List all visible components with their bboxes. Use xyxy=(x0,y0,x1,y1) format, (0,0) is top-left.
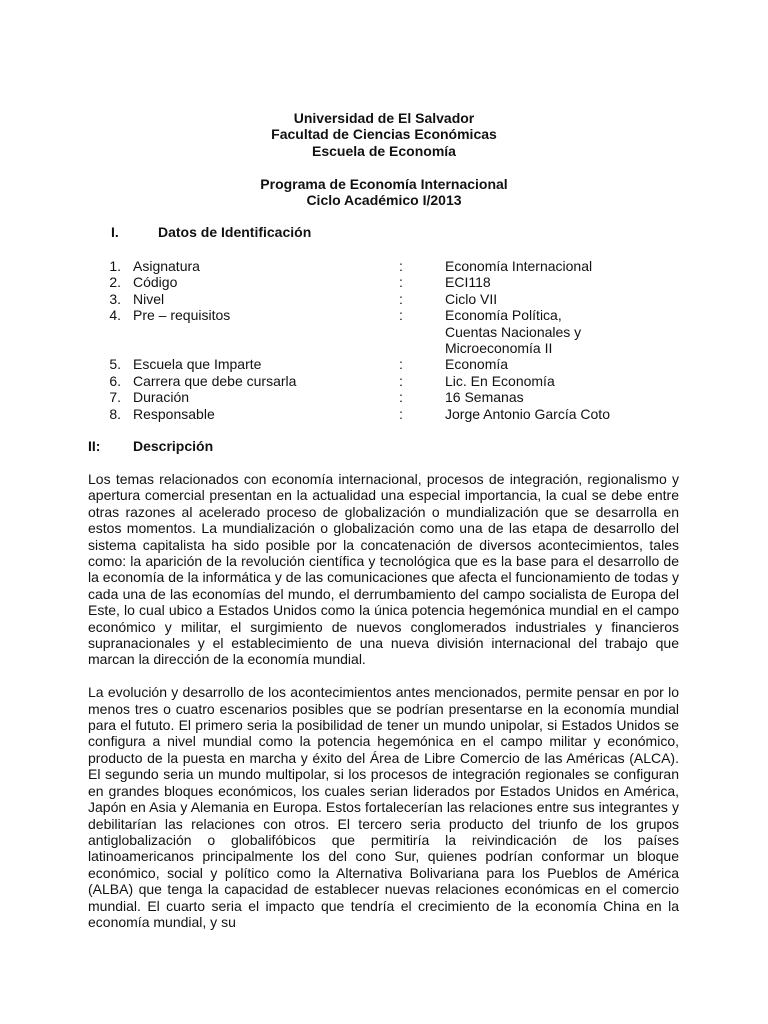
list-item: 5. Escuela que Imparte : Economía xyxy=(109,356,509,373)
section-title: Descripción xyxy=(133,438,214,454)
section-number: II: xyxy=(88,438,101,454)
description-body xyxy=(88,471,679,947)
list-item-continuation: Cuentas Nacionales y xyxy=(445,323,582,340)
list-item-continuation: Microeconomía II xyxy=(445,339,553,356)
identification-list xyxy=(0,258,768,422)
section-identification-heading xyxy=(111,224,311,240)
school-name: Escuela de Economía xyxy=(312,142,456,159)
faculty-name: Facultad de Ciencias Económicas xyxy=(271,126,497,143)
university-name: Universidad de El Salvador xyxy=(293,110,475,126)
list-item: 2. Código : ECI118 xyxy=(109,274,491,291)
section-number: I. xyxy=(111,224,119,240)
section-title: Datos de Identificación xyxy=(158,224,312,240)
program-title: Programa de Economía Internacional xyxy=(260,175,508,192)
list-item: 7. Duración : 16 Semanas xyxy=(109,389,524,406)
paragraph: Los temas relacionados con economía internacional, procesos de integración, regionalismo y apertura comercial presentan en la actualidad una especial importancia, la cual se debe entre otras razones al acelerado proceso de globalización o mundialización que se desarrolla en estos momentos. La mundialización o globalización como una de las etapa de desarrollo del sistema capitalista ha sido posible por la concatenación de diversos acontecimientos, tales como: la aparición de la revolución científica y tecnológica que es la base para el desarrollo de la economía de la informática y de las comunicaciones que afecta el funcionamiento de todas y cada una de las economías del mundo, el derrumbamiento del campo socialista de Europa del Este, lo cual ubico a Estados Unidos como la única potencia hegemónica mundial en el campo económico y militar, el surgimiento de nuevos conglomerados industriales y financieros supranacionales y el establecimiento de una nueva división internacional del trabajo que marcan la dirección de la economía mundial. xyxy=(88,471,679,668)
paragraph: La evolución y desarrollo de los acontecimientos antes mencionados, permite pensar en por lo menos tres o cuatro escenarios posibles que se podrían presentarse en la economía mundial para el fututo. El primero seria la posibilidad de tener un mundo unipolar, si Estados Unidos se configura a nivel mundial como la potencia hegemónica en el campo militar y económico, producto de la puesta en marcha y éxito del Área de Libre Comercio de las Américas (ALCA). El segundo seria un mundo multipolar, si los procesos de integración regionales se configuran en grandes bloques económicos, los cuales serian liderados por Estados Unidos en América, Japón en Asia y Alemania en Europa. Estos fortalecerían las relaciones entre sus integrantes y debilitarían las relaciones con otros. El tercero seria producto del triunfo de los grupos antiglobalización o globalifóbicos que permitiría la reivindicación de los países latinoamericanos principalmente los del cono Sur, quienes podrían conformar un bloque económico, social y político como la Alternativa Bolivariana para los Pueblos de América (ALBA) que tenga la capacidad de establecer nuevas relaciones económicas en el comercio mundial. El cuarto seria el impacto que tendría el crecimiento de la economía China en la economía mundial, y su xyxy=(88,684,679,930)
list-item: 1. Asignatura : Economía Internacional xyxy=(109,258,593,274)
list-item: 6. Carrera que debe cursarla : Lic. En Economía xyxy=(109,372,555,389)
academic-cycle: Ciclo Académico I/2013 xyxy=(306,191,462,208)
list-item: 4. Pre – requisitos : Economía Política, xyxy=(109,307,562,324)
list-item: 3. Nivel : Ciclo VII xyxy=(109,290,498,307)
document-header xyxy=(0,110,768,208)
section-description-heading xyxy=(88,438,213,454)
list-item: 8. Responsable : Jorge Antonio García Coto xyxy=(109,405,610,422)
